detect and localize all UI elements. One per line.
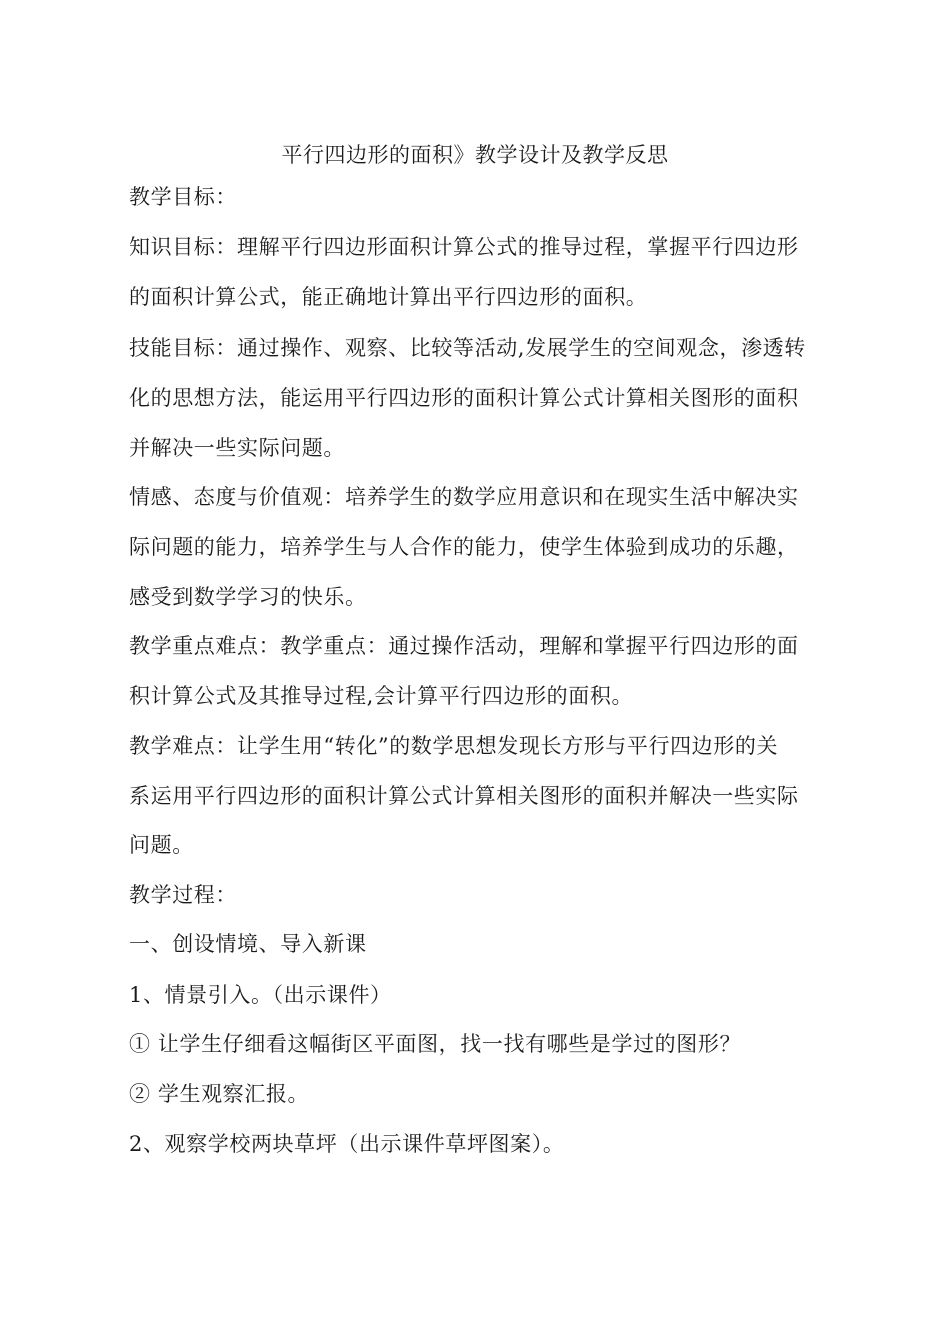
text-line: 2、观察学校两块草坪（出示课件草坪图案）。 bbox=[129, 1132, 565, 1156]
text-line: 教学重点难点：教学重点：通过操作活动，理解和掌握平行四边形的面 bbox=[129, 634, 799, 658]
text-line: ① 让学生仔细看这幅街区平面图，找一找有哪些是学过的图形？ bbox=[129, 1032, 742, 1056]
text-line: 并解决一些实际问题。 bbox=[129, 436, 345, 460]
text-line: 情感、态度与价值观：培养学生的数学应用意识和在现实生活中解决实 bbox=[129, 485, 799, 509]
text-line: 际问题的能力，培养学生与人合作的能力，使学生体验到成功的乐趣， bbox=[129, 535, 799, 559]
text-line: 教学目标： bbox=[129, 185, 237, 209]
text-line: 问题。 bbox=[129, 833, 194, 857]
text-line: 积计算公式及其推导过程,会计算平行四边形的面积。 bbox=[129, 684, 634, 708]
text-line: 技能目标：通过操作、观察、比较等活动,发展学生的空间观念，渗透转 bbox=[129, 336, 806, 360]
text-line: 一、创设情境、导入新课 bbox=[129, 932, 367, 956]
text-line: ② 学生观察汇报。 bbox=[129, 1082, 310, 1106]
document-title: 平行四边形的面积》教学设计及教学反思 bbox=[281, 143, 669, 167]
text-line: 的面积计算公式，能正确地计算出平行四边形的面积。 bbox=[129, 285, 648, 309]
text-line: 教学过程： bbox=[129, 883, 237, 907]
text-line: 感受到数学学习的快乐。 bbox=[129, 585, 367, 609]
text-line: 教学难点：让学生用“转化”的数学思想发现长方形与平行四边形的关 bbox=[129, 734, 779, 758]
text-line: 1、情景引入。（出示课件） bbox=[129, 983, 392, 1007]
text-line: 化的思想方法，能运用平行四边形的面积计算公式计算相关图形的面积 bbox=[129, 386, 799, 410]
text-line: 系运用平行四边形的面积计算公式计算相关图形的面积并解决一些实际 bbox=[129, 784, 799, 808]
text-line: 知识目标：理解平行四边形面积计算公式的推导过程，掌握平行四边形 bbox=[129, 235, 799, 259]
